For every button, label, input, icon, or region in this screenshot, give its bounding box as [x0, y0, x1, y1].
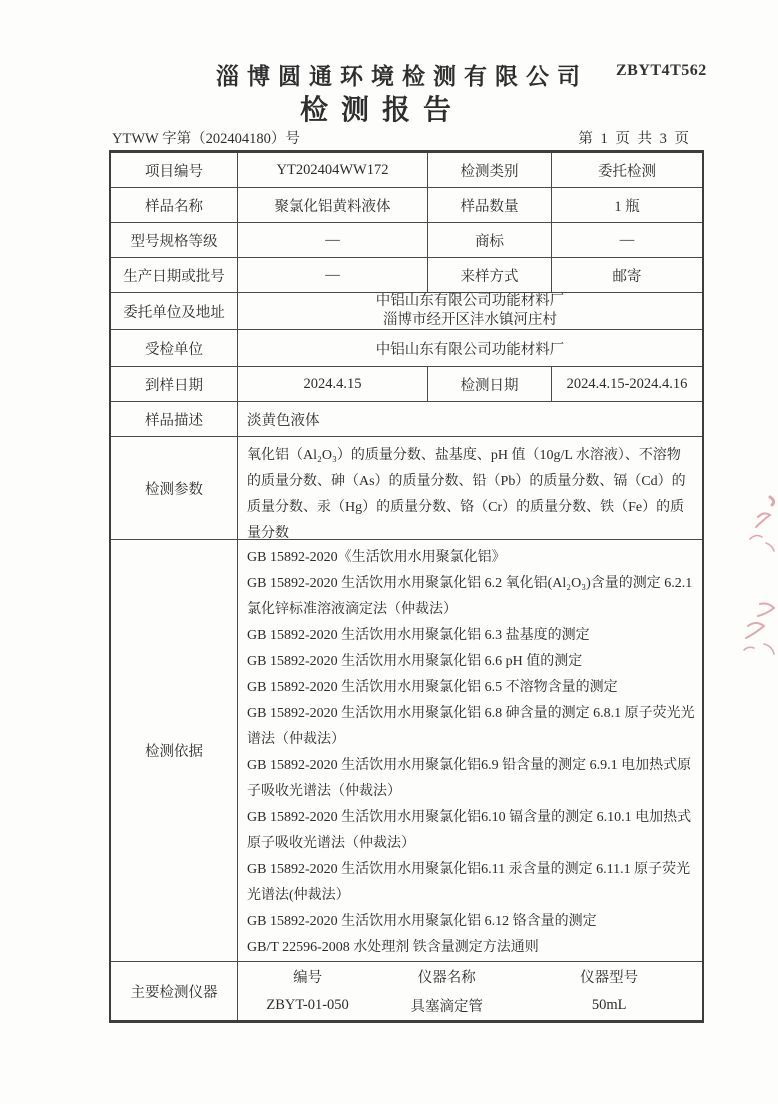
field-value-inspected: 中铝山东有限公司功能材料厂	[238, 330, 702, 367]
instrument-model: 50mL	[591, 997, 627, 1013]
basis-entry: GB 15892-2020 生活饮用水用聚氯化铝6.10 镉含量的测定 6.10.1 电加热式原子吸收光谱法（仲裁法）	[247, 810, 692, 851]
field-label-sample-name: 样品名称	[111, 188, 238, 223]
field-label-client: 委托单位及地址	[111, 293, 238, 330]
instruments-table	[238, 962, 702, 1020]
field-label-test-type: 检测类别	[428, 153, 552, 188]
basis-entry: GB 15892-2020 生活饮用水用聚氯化铝6.9 铅含量的测定 6.9.1 电加热式原子吸收光谱法（仲裁法）	[247, 758, 692, 799]
field-label-arrival-date: 到样日期	[111, 367, 238, 402]
field-value-project-no: YT202404WW172	[238, 153, 428, 188]
basis-entry: GB/T 22596-2008 水处理剂 铁含量测定方法通则	[247, 940, 539, 955]
field-label-test-params: 检测参数	[111, 437, 238, 540]
field-label-prod-date: 生产日期或批号	[111, 258, 238, 293]
field-value-test-type: 委托检测	[552, 153, 702, 188]
instrument-name: 具塞滴定管	[410, 999, 484, 1015]
page-number: 第 1 页 共 3 页	[578, 131, 691, 147]
basis-entry: GB 15892-2020 生活饮用水用聚氯化铝 6.6 pH 值的测定	[247, 654, 583, 669]
field-value-sample-name: 聚氯化铝黄料液体	[238, 188, 428, 223]
field-label-sampling: 来样方式	[428, 258, 552, 293]
field-value-client	[238, 293, 702, 330]
page-title: 检测报告	[299, 95, 464, 126]
field-label-test-basis: 检测依据	[111, 540, 238, 962]
instrument-col-name: 仪器名称	[417, 970, 476, 986]
field-label-project-no: 项目编号	[111, 153, 238, 188]
field-value-test-basis	[238, 540, 702, 962]
basis-entry: GB 15892-2020 生活饮用水用聚氯化铝 6.3 盐基度的测定	[247, 628, 590, 643]
instrument-no: ZBYT-01-050	[266, 997, 349, 1013]
basis-entry: GB 15892-2020 生活饮用水用聚氯化铝6.11 汞含量的测定 6.11.1 原子荧光光谱法(仲裁法）	[247, 862, 691, 903]
instrument-col-no: 编号	[293, 970, 323, 986]
field-value-arrival-date: 2024.4.15	[238, 367, 428, 402]
field-value-brand: —	[552, 223, 702, 258]
field-label-inspected: 受检单位	[111, 330, 238, 367]
field-label-sample-desc: 样品描述	[111, 402, 238, 437]
field-value-sample-desc: 淡黄色液体	[238, 402, 702, 437]
field-value-sample-qty: 1 瓶	[552, 188, 702, 223]
instrument-col-model: 仪器型号	[580, 970, 639, 986]
field-label-model: 型号规格等级	[111, 223, 238, 258]
field-value-instruments	[238, 962, 702, 1020]
field-label-sample-qty: 样品数量	[428, 188, 552, 223]
red-margin-mark-lower	[740, 600, 778, 660]
field-value-test-date: 2024.4.15-2024.4.16	[552, 367, 702, 402]
field-label-brand: 商标	[428, 223, 552, 258]
basis-entry: GB 15892-2020 生活饮用水用聚氯化铝 6.5 不溶物含量的测定	[247, 680, 618, 695]
document-number: YTWW 字第（202404180）号	[112, 131, 300, 147]
report-table	[109, 150, 704, 1023]
field-value-model: —	[238, 223, 428, 258]
report-code: ZBYT4T562	[616, 62, 707, 79]
basis-entry: GB 15892-2020 生活饮用水用聚氯化铝 6.2 氧化铝(Al₂O₃)含量的测定 6.2.1 氯化锌标准溶液滴定法（仲裁法）	[247, 576, 693, 617]
basis-entry: GB 15892-2020 生活饮用水用聚氯化铝 6.8 砷含量的测定 6.8.1 原子荧光光谱法（仲裁法）	[247, 706, 695, 747]
red-margin-mark-upper	[746, 495, 778, 553]
field-value-prod-date: —	[238, 258, 428, 293]
client-address: 淄博市经开区沣水镇河庄村	[383, 312, 557, 328]
field-value-sampling: 邮寄	[552, 258, 702, 293]
field-label-test-date: 检测日期	[428, 367, 552, 402]
field-label-instruments: 主要检测仪器	[111, 962, 238, 1020]
field-value-test-params: 氧化铝（Al₂O₃）的质量分数、盐基度、pH 值（10g/L 水溶液）、不溶物的质量分数、砷（As）的质量分数、铅（Pb）的质量分数、镉（Cd）的质量分数、汞（Hg）的质量分数、铬（Cr）的质量分数、铁（Fe）的质量分数	[238, 437, 702, 540]
client-name: 中铝山东有限公司功能材料厂	[375, 293, 565, 309]
basis-entry: GB 15892-2020 生活饮用水用聚氯化铝 6.12 铬含量的测定	[247, 914, 597, 929]
company-name: 淄博圆通环境检测有限公司	[216, 64, 588, 89]
basis-entry: GB 15892-2020《生活饮用水用聚氯化铝》	[247, 550, 506, 565]
